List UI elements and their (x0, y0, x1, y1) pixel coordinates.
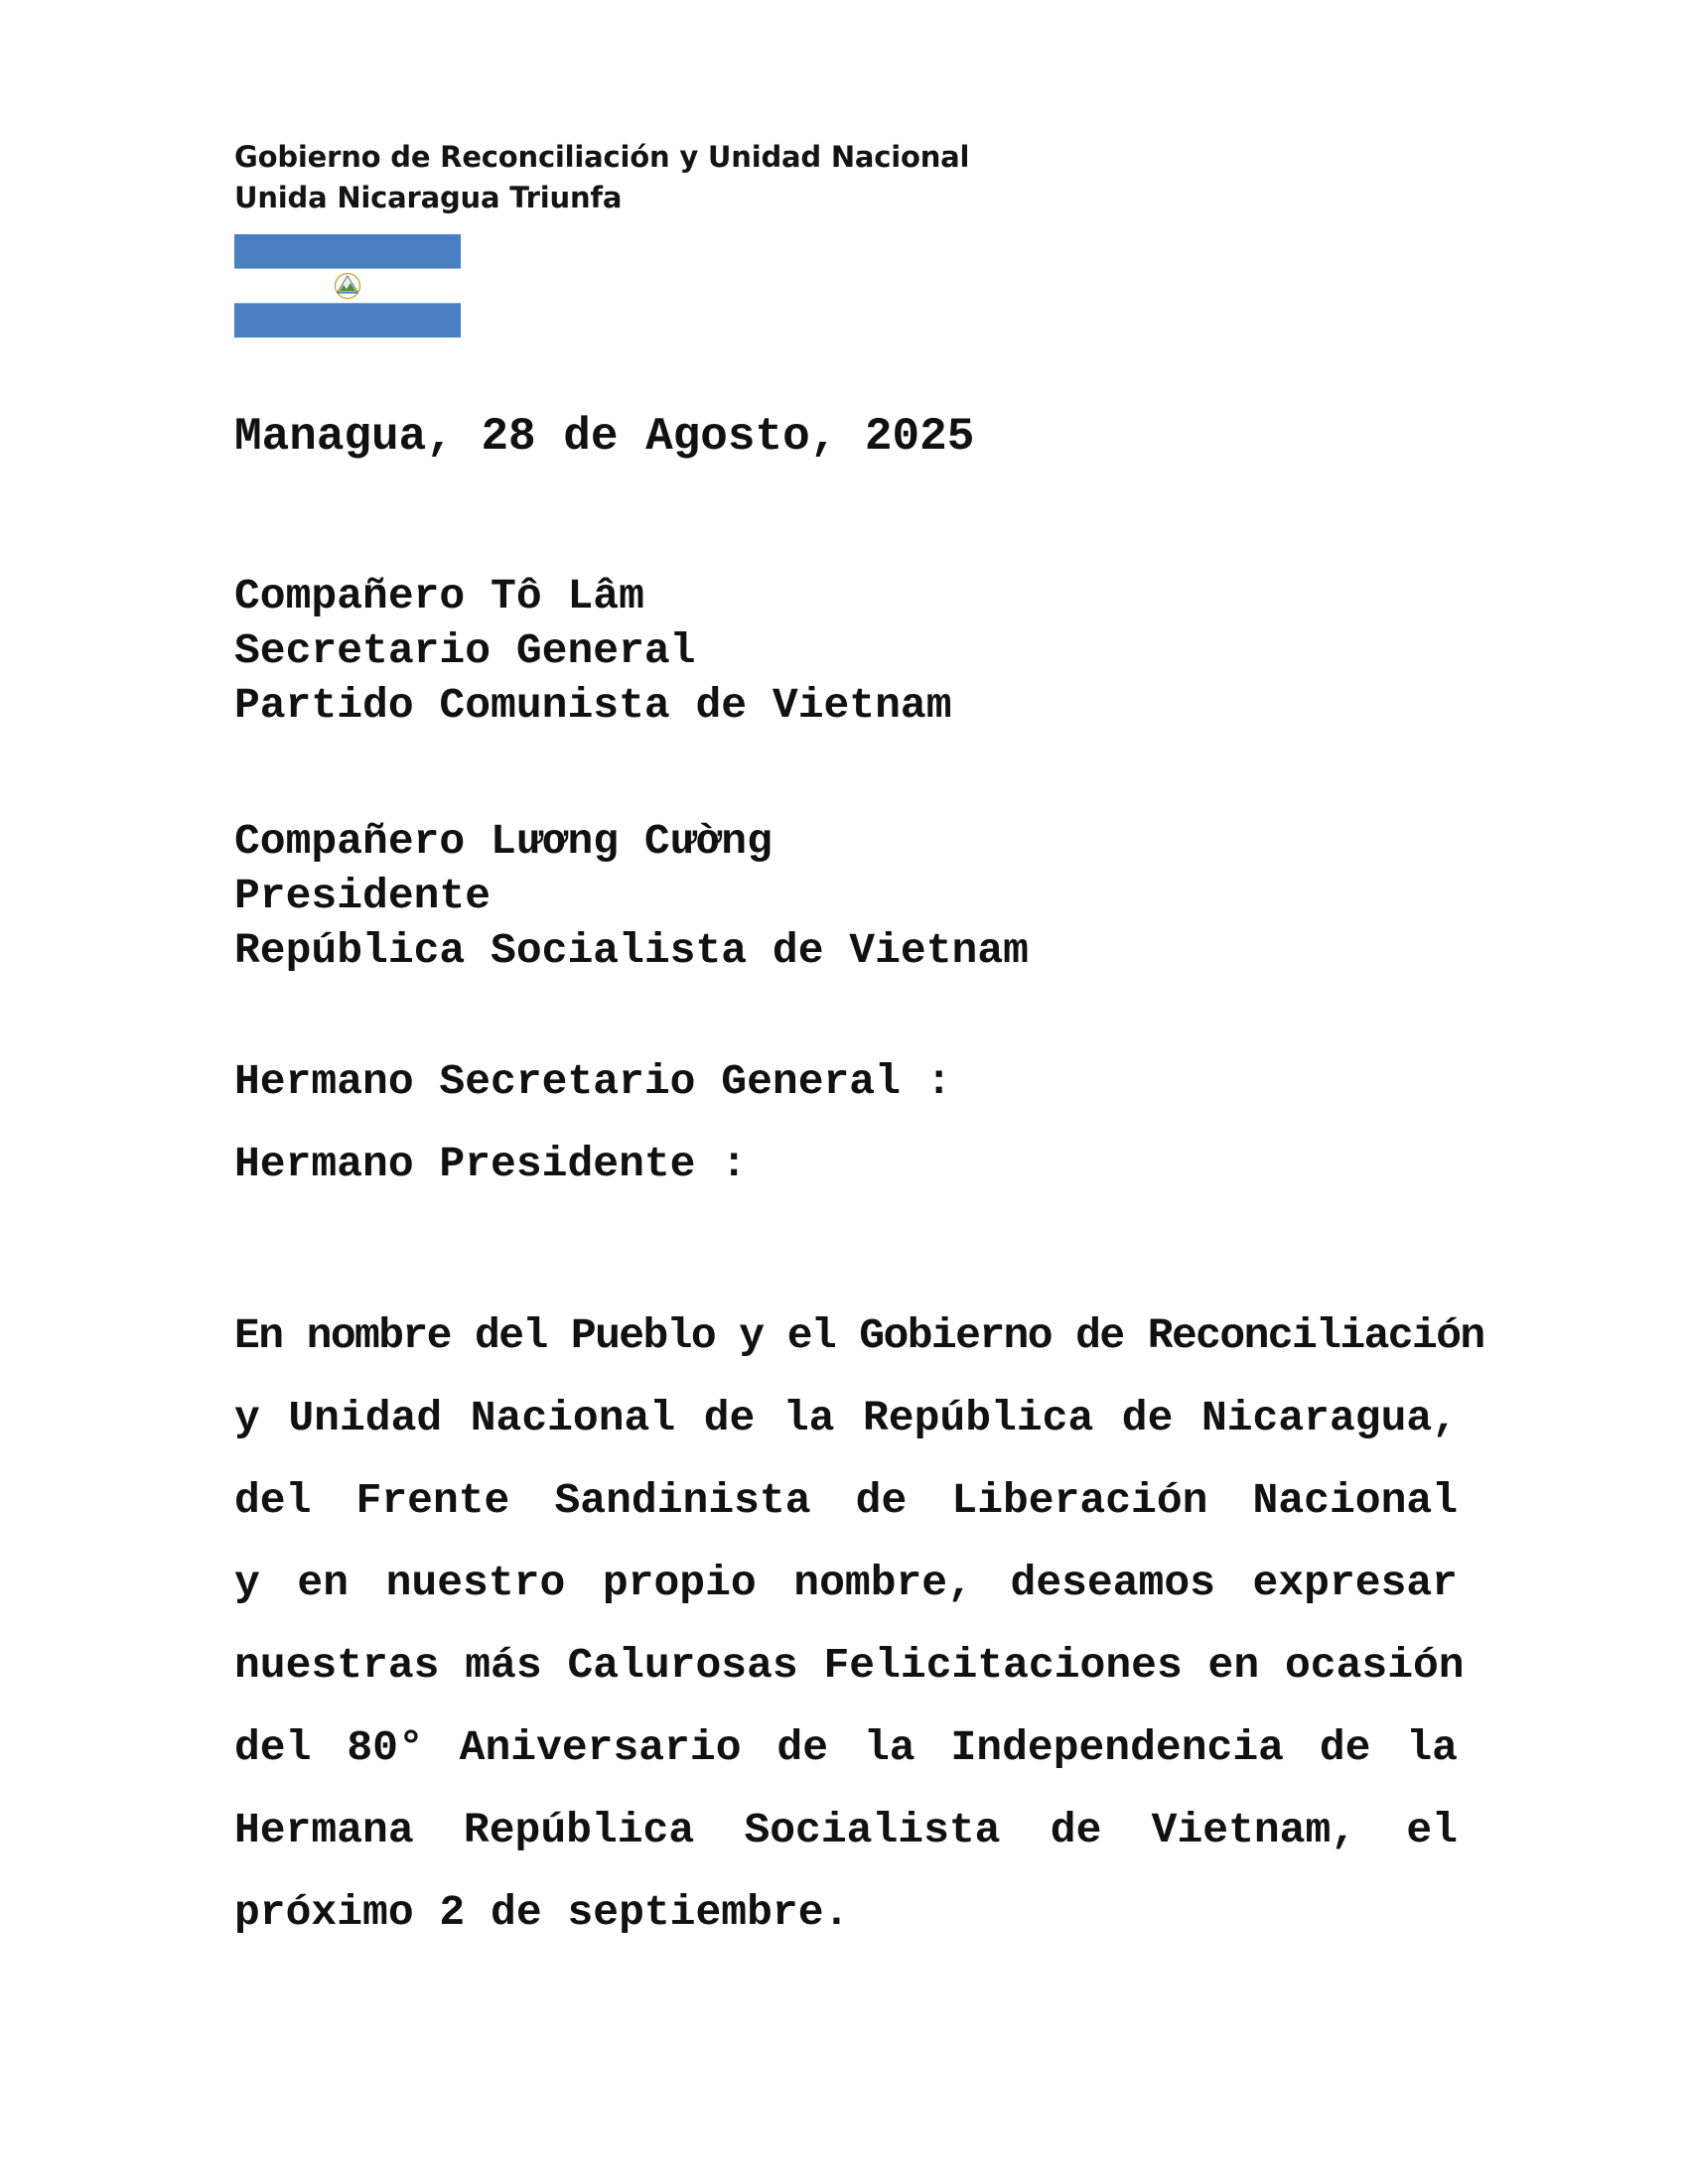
body-line: próximo 2 de septiembre. (234, 1888, 850, 1937)
body-line: En nombre del Pueblo y el Gobierno de Reconciliación (234, 1311, 1484, 1360)
letter-body-paragraph (234, 1295, 1484, 1954)
flag-top-stripe (234, 234, 461, 269)
salutation-president: Hermano Presidente : (234, 1140, 748, 1188)
salutation-secretary: Hermano Secretario General : (234, 1057, 952, 1106)
body-line: Hermana República Socialista de Vietnam, el (234, 1806, 1458, 1854)
recipient-title: Secretario General (234, 626, 696, 675)
letterhead-slogan: Unida Nicaragua Triunfa (234, 181, 623, 214)
body-line: del 80° Aniversario de la Independencia de la (234, 1723, 1458, 1772)
letterhead (234, 137, 969, 218)
letter-date: Managua, 28 de Agosto, 2025 (234, 411, 975, 463)
recipient-name: Compañero Lương Cường (234, 817, 773, 866)
recipient-organization: República Socialista de Vietnam (234, 926, 1029, 975)
body-line: y en nuestro propio nombre, deseamos expresar (234, 1559, 1458, 1607)
recipient-block-president (234, 814, 1029, 978)
recipient-title: Presidente (234, 872, 492, 920)
body-line: nuestras más Calurosas Felicitaciones en ocasión (234, 1641, 1465, 1690)
recipient-organization: Partido Comunista de Vietnam (234, 681, 952, 730)
recipient-name: Compañero Tô Lâm (234, 572, 644, 620)
body-line: del Frente Sandinista de Liberación Nacional (234, 1476, 1458, 1525)
body-line: y Unidad Nacional de la República de Nicaragua, (234, 1394, 1458, 1442)
flag-bottom-stripe (234, 303, 461, 338)
nicaragua-flag-icon (234, 234, 461, 338)
recipient-block-secretary (234, 569, 952, 733)
letterhead-government-name: Gobierno de Reconciliación y Unidad Nacional (234, 140, 970, 174)
